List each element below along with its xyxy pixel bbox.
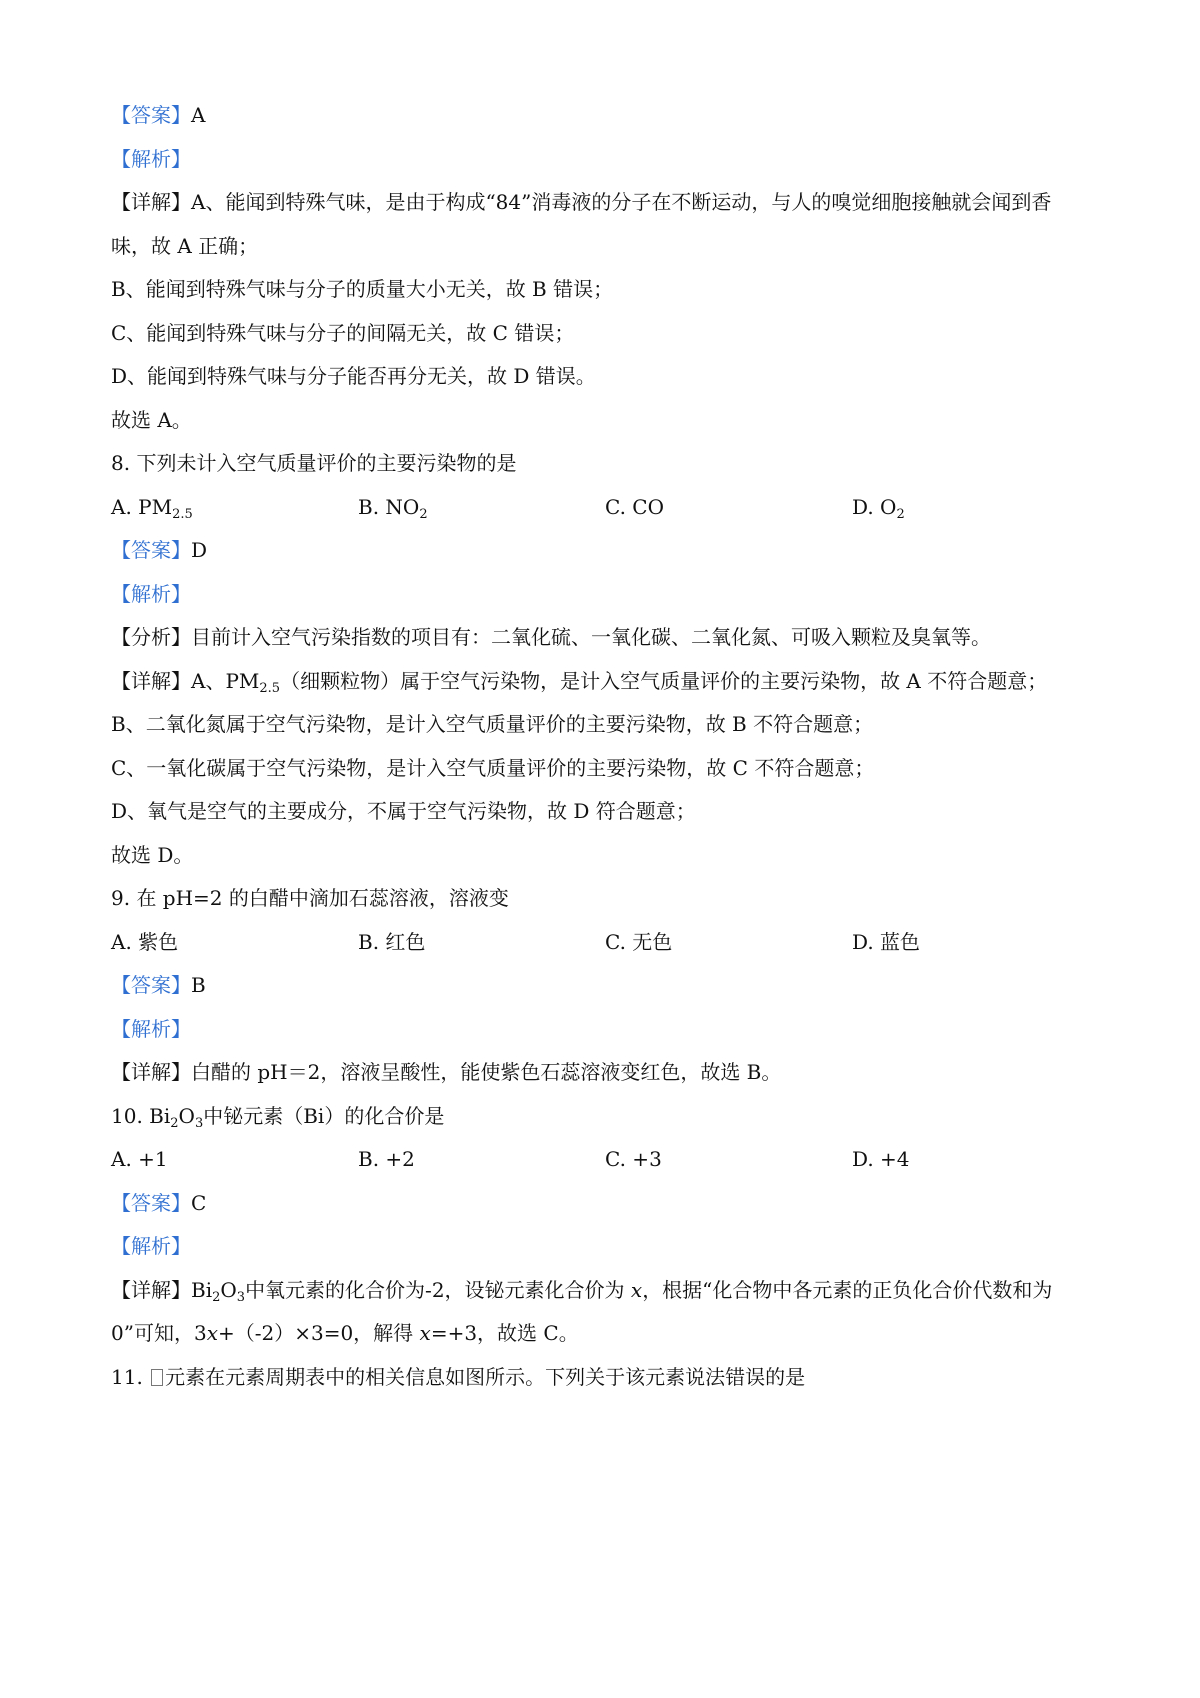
q8-line-c: C、一氧化碳属于空气污染物，是计入空气质量评价的主要污染物，故 C 不符合题意； — [111, 756, 875, 780]
option-a-sub: 2.5 — [172, 507, 193, 522]
q7-conclusion: 故选 A。 — [111, 408, 192, 432]
d2-a: 0”可知，3 — [111, 1321, 207, 1345]
d1-sub-1: 2 — [212, 1290, 221, 1305]
fenxi-tag: 【分析】 — [111, 625, 191, 649]
q8-option-a — [111, 494, 358, 520]
option-a-main: A. PM — [111, 495, 173, 519]
d2-b: +（-2）×3=0，解得 — [217, 1321, 420, 1345]
missing-glyph-icon — [151, 1369, 163, 1386]
q10-o: O — [178, 1104, 195, 1128]
detail-a-sub: 2.5 — [259, 681, 281, 696]
q10-option-c: C. +3 — [605, 1147, 662, 1171]
q7-line-d: D、能闻到特殊气味与分子能否再分无关，故 D 错误。 — [111, 364, 596, 388]
q11-question — [111, 1364, 1110, 1390]
option-d-main: D. O — [852, 495, 897, 519]
q10-sub-2: 3 — [194, 1116, 204, 1131]
detail-tag: 【详解】 — [111, 190, 191, 214]
q11-num: 11. — [111, 1365, 150, 1389]
q9-options — [111, 929, 1110, 955]
q8-conclusion: 故选 D。 — [111, 843, 194, 867]
analysis-tag: 【解析】 — [111, 1017, 191, 1041]
detail-a-post: （细颗粒物）属于空气污染物，是计入空气质量评价的主要污染物，故 A 不符合题意； — [280, 669, 1048, 693]
q10-option-b: B. +2 — [358, 1147, 415, 1171]
q7-analysis — [111, 146, 1110, 172]
q10-question — [111, 1103, 1110, 1129]
q9-option-b: B. 红色 — [358, 930, 426, 954]
q10-option-a: A. +1 — [111, 1147, 168, 1171]
q11-rest: 元素在元素周期表中的相关信息如图所示。下列关于该元素说法错误的是 — [165, 1365, 806, 1389]
q8-detail-a — [111, 668, 1110, 694]
d1-end: ，根据“化合物中各元素的正负化合价代数和为 — [642, 1278, 1053, 1302]
q8-line-b: B、二氧化氮属于空气污染物，是计入空气质量评价的主要污染物，故 B 不符合题意； — [111, 712, 874, 736]
analysis-tag: 【解析】 — [111, 147, 191, 171]
answer-value: C — [191, 1191, 207, 1215]
q8-question: 8. 下列未计入空气质量评价的主要污染物的是 — [111, 451, 517, 475]
q7-line-b: B、能闻到特殊气味与分子的质量大小无关，故 B 错误； — [111, 277, 614, 301]
q7-detail-line-1 — [111, 189, 1110, 215]
detail-a-pre: A、PM — [191, 669, 260, 693]
fenxi-text: 目前计入空气污染指数的项目有：二氧化硫、一氧化碳、二氧化氮、可吸入颗粒及臭氧等。 — [191, 625, 991, 649]
detail-tag: 【详解】 — [111, 1278, 191, 1302]
q9-question: 9. 在 pH=2 的白醋中滴加石蕊溶液，溶液变 — [111, 886, 509, 910]
q10-options — [111, 1146, 1110, 1172]
detail-text: 白醋的 pH＝2，溶液呈酸性，能使紫色石蕊溶液变红色，故选 B。 — [191, 1060, 782, 1084]
q10-detail-line-1 — [111, 1277, 1110, 1303]
q10-answer — [111, 1190, 1110, 1216]
answer-value: A — [191, 103, 206, 127]
answer-tag: 【答案】 — [111, 1191, 191, 1215]
q8-answer — [111, 537, 1110, 563]
analysis-tag: 【解析】 — [111, 1234, 191, 1258]
q8-option-b — [358, 494, 605, 520]
d2-c: =+3，故选 C。 — [430, 1321, 579, 1345]
option-b-main: B. NO — [358, 495, 420, 519]
answer-value: B — [191, 973, 206, 997]
analysis-tag: 【解析】 — [111, 582, 191, 606]
d1-sub-2: 3 — [236, 1290, 246, 1305]
answer-tag: 【答案】 — [111, 103, 191, 127]
q10-analysis — [111, 1233, 1110, 1259]
q8-fenxi — [111, 624, 1110, 650]
q7-detail-line-2: 味，故 A 正确； — [111, 234, 259, 258]
q8-analysis — [111, 581, 1110, 607]
d1-o: O — [220, 1278, 237, 1302]
q9-detail — [111, 1059, 1110, 1085]
answer-value: D — [191, 538, 208, 562]
d2-x2: x — [419, 1321, 431, 1345]
q8-option-d — [852, 494, 1099, 520]
q9-option-a: A. 紫色 — [111, 930, 179, 954]
d1-mid: 中氧元素的化合价为-2，设铋元素化合价为 — [245, 1278, 631, 1302]
q8-option-c: C. CO — [605, 495, 665, 519]
q7-answer — [111, 102, 1110, 128]
answer-tag: 【答案】 — [111, 538, 191, 562]
q9-option-d: D. 蓝色 — [852, 930, 921, 954]
q9-analysis — [111, 1016, 1110, 1042]
q8-options — [111, 494, 1110, 520]
answer-tag: 【答案】 — [111, 973, 191, 997]
detail-tag: 【详解】 — [111, 669, 191, 693]
q10-rest: 中铋元素（Bi）的化合价是 — [203, 1104, 445, 1128]
detail-tag: 【详解】 — [111, 1060, 191, 1084]
d1-x: x — [630, 1278, 643, 1302]
q10-prefix: 10. Bi — [111, 1104, 171, 1128]
q10-sub-1: 2 — [170, 1116, 179, 1131]
q7-line-c: C、能闻到特殊气味与分子的间隔无关，故 C 错误； — [111, 321, 575, 345]
option-b-sub: 2 — [419, 507, 428, 522]
q10-detail-line-2 — [111, 1320, 1110, 1346]
q10-option-d: D. +4 — [852, 1147, 910, 1171]
detail-text: A、能闻到特殊气味，是由于构成“84”消毒液的分子在不断运动，与人的嗅觉细胞接触就会闻到香 — [191, 190, 1052, 214]
q9-option-c: C. 无色 — [605, 930, 673, 954]
option-d-sub: 2 — [896, 507, 905, 522]
q9-answer — [111, 972, 1110, 998]
q8-line-d: D、氧气是空气的主要成分，不属于空气污染物，故 D 符合题意； — [111, 799, 696, 823]
d2-x: x — [206, 1321, 218, 1345]
d1-bi: Bi — [191, 1278, 213, 1302]
